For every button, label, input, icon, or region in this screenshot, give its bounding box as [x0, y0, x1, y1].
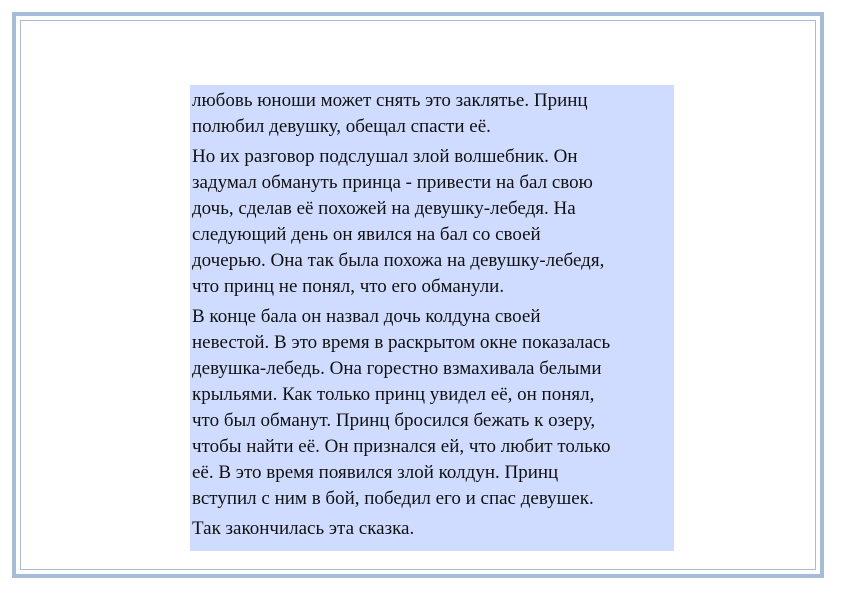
text-line: вступил с ним в бой, победил его и спас девушек.	[192, 488, 594, 509]
paragraph-2	[192, 144, 674, 300]
paragraph-4	[192, 516, 674, 542]
paragraph-3	[192, 304, 674, 512]
paragraph-1	[192, 88, 674, 140]
text-line: любовь юноши может снять это заклятье. Принц	[192, 90, 588, 111]
text-line: Но их разговор подслушал злой волшебник. Он	[192, 146, 578, 167]
story-text-box	[190, 85, 674, 551]
text-line: задумал обмануть принца - привести на бал свою	[192, 172, 593, 193]
text-line: дочь, сделав её похожей на девушку-лебедя. На	[192, 198, 576, 219]
text-line: полюбил девушку, обещал спасти её.	[192, 116, 491, 137]
text-line: что был обманут. Принц бросился бежать к озеру,	[192, 410, 596, 431]
text-line: следующий день он явился на бал со своей	[192, 224, 541, 245]
text-line: дочерью. Она так была похожа на девушку-лебедя,	[192, 250, 605, 271]
text-line: Так закончилась эта сказка.	[192, 518, 415, 539]
text-line: чтобы найти её. Он признался ей, что любит только	[192, 436, 611, 457]
text-line: её. В это время появился злой колдун. Принц	[192, 462, 559, 483]
text-line: В конце бала он назвал дочь колдуна своей	[192, 306, 541, 327]
text-line: невестой. В это время в раскрытом окне показалась	[192, 332, 611, 353]
text-line: крыльями. Как только принц увидел её, он понял,	[192, 384, 595, 405]
text-line: что принц не понял, что его обманули.	[192, 276, 505, 297]
text-line: девушка-лебедь. Она горестно взмахивала белыми	[192, 358, 602, 379]
